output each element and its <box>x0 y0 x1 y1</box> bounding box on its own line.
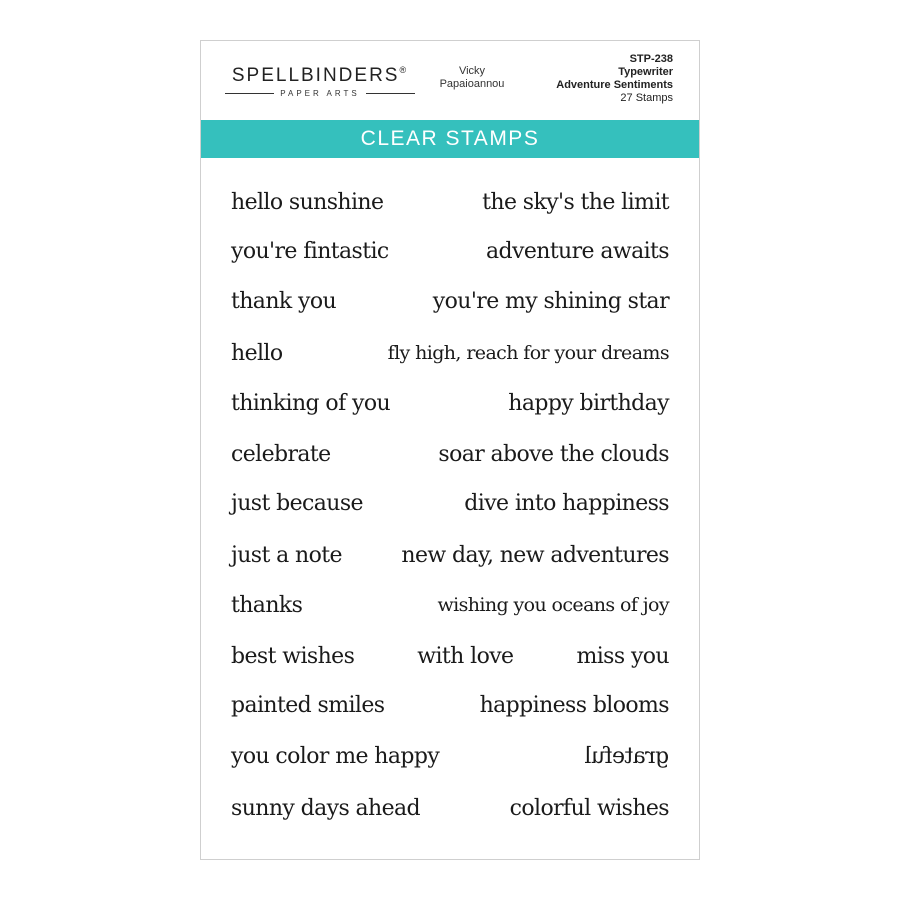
stamp-sentiment: happy birthday <box>508 390 669 416</box>
stamp-sentiment: soar above the clouds <box>438 441 669 467</box>
stamp-row <box>231 688 669 722</box>
stamp-row <box>231 386 669 420</box>
stamp-row <box>231 185 669 219</box>
designer-first-name: Vicky <box>458 65 486 77</box>
stamp-package-card <box>200 40 700 860</box>
stamp-row <box>231 234 669 268</box>
product-name-line1: Typewriter <box>618 66 673 78</box>
stamp-sentiment: hello sunshine <box>231 189 384 215</box>
stamp-row <box>231 437 669 471</box>
stamp-count: 27 Stamps <box>620 92 673 104</box>
stamp-sentiment: colorful wishes <box>509 795 669 821</box>
designer-credit <box>427 65 517 91</box>
stamp-sentiment: sunny days ahead <box>231 795 421 821</box>
stamp-sentiment: you're my shining star <box>432 288 669 314</box>
stamp-sentiment: you're fintastic <box>231 238 389 264</box>
stamp-row <box>231 791 669 825</box>
brand-subtitle: PAPER ARTS <box>280 89 360 98</box>
stamp-row <box>231 588 669 622</box>
stamp-sentiment: new day, new adventures <box>401 542 669 568</box>
stamp-sentiment: wishing you oceans of joy <box>437 594 669 616</box>
stamp-row <box>231 739 669 773</box>
clear-stamps-banner: CLEAR STAMPS <box>201 120 699 158</box>
stamp-sentiment: the sky's the limit <box>482 189 669 215</box>
stamp-sentiment: celebrate <box>231 441 331 467</box>
brand-rule-left <box>225 93 274 94</box>
stamp-row <box>231 336 669 370</box>
stamp-sentiment: fly high, reach for your dreams <box>387 342 669 364</box>
brand-name: SPELLBINDERS <box>231 65 400 86</box>
stamp-row <box>231 538 669 572</box>
stamp-row <box>231 486 669 520</box>
stamp-sentiment: thinking of you <box>231 390 391 416</box>
product-name-line2: Adventure Sentiments <box>556 79 673 91</box>
brand-rule-right <box>366 93 415 94</box>
product-info <box>556 53 673 105</box>
stamp-row <box>231 639 669 673</box>
stamp-sentiment: dive into happiness <box>464 490 669 516</box>
designer-last-name: Papaioannou <box>439 78 505 90</box>
stamp-sentiment: with love <box>417 643 514 669</box>
registered-mark: ® <box>399 65 409 75</box>
stamp-row <box>231 284 669 318</box>
stamp-sentiment: thank you <box>231 288 337 314</box>
stamp-sentiment: miss you <box>576 643 669 669</box>
stamp-sentiment: adventure awaits <box>486 238 669 264</box>
stamp-sentiment: best wishes <box>231 643 355 669</box>
stamp-sentiment: hello <box>231 340 283 366</box>
stamp-sentiment: just a note <box>231 542 342 568</box>
stamp-sentiment: just because <box>231 490 363 516</box>
stamp-sentiment: thanks <box>231 592 303 618</box>
brand-logo <box>225 65 415 98</box>
stamp-sentiment: painted smiles <box>231 692 385 718</box>
stamp-sentiment: grateful <box>584 743 669 769</box>
stamp-sentiment: you color me happy <box>231 743 440 769</box>
stamp-sentiment: happiness blooms <box>479 692 669 718</box>
product-code: STP-238 <box>629 53 673 65</box>
